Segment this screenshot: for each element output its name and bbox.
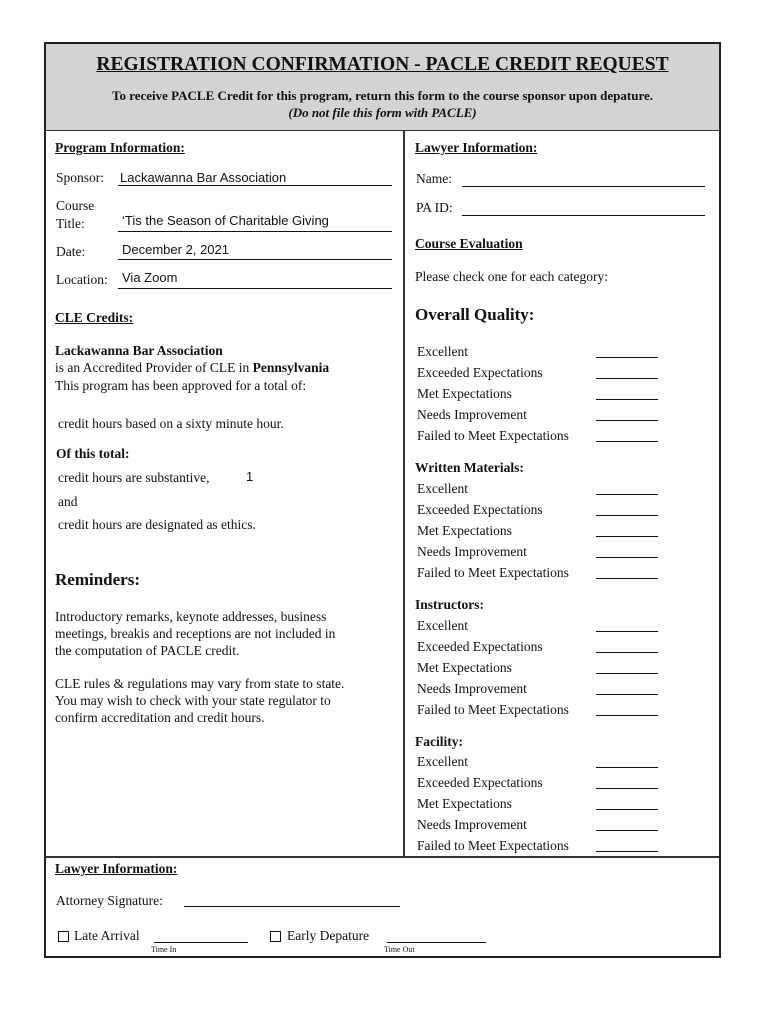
rating-blank[interactable] bbox=[596, 557, 658, 558]
date-line bbox=[118, 259, 392, 260]
overall-option: Needs Improvement bbox=[417, 407, 527, 422]
time-in-line[interactable] bbox=[154, 942, 248, 943]
accredited-prefix: is an Accredited Provider of CLE in bbox=[55, 360, 250, 375]
reminder-p2-line2: You may wish to check with your state regulator to bbox=[55, 693, 331, 708]
instructors-heading: Instructors: bbox=[415, 597, 484, 612]
course-evaluation-heading: Course Evaluation bbox=[415, 236, 523, 251]
cle-credits-heading: CLE Credits: bbox=[55, 310, 134, 325]
date-value[interactable]: December 2, 2021 bbox=[122, 242, 229, 257]
written-option: Met Expectations bbox=[417, 523, 512, 538]
instructors-option: Failed to Meet Expectations bbox=[417, 702, 569, 717]
written-option: Needs Improvement bbox=[417, 544, 527, 559]
reminders-heading: Reminders: bbox=[55, 570, 140, 589]
rating-blank[interactable] bbox=[596, 536, 658, 537]
rating-blank[interactable] bbox=[596, 830, 658, 831]
rating-blank[interactable] bbox=[596, 851, 658, 852]
substantive-hours-value[interactable]: 1 bbox=[246, 469, 254, 484]
of-this-total: Of this total: bbox=[56, 446, 130, 461]
late-arrival-label: Late Arrival bbox=[74, 928, 140, 943]
overall-option: Exceeded Expectations bbox=[417, 365, 543, 380]
form-header bbox=[46, 44, 719, 131]
evaluation-instruction: Please check one for each category: bbox=[415, 269, 609, 284]
instructors-option: Exceeded Expectations bbox=[417, 639, 543, 654]
early-departure-label: Early Depature bbox=[287, 928, 370, 943]
facility-option: Exceeded Expectations bbox=[417, 775, 543, 790]
instructors-option: Excellent bbox=[417, 618, 468, 633]
form-subtitle: To receive PACLE Credit for this program, return this form to the course sponsor upon depature. bbox=[111, 88, 654, 103]
attorney-signature-label: Attorney Signature: bbox=[56, 893, 163, 908]
reminder-p1-line3: the computation of PACLE credit. bbox=[55, 643, 240, 658]
overall-quality-heading: Overall Quality: bbox=[415, 305, 535, 324]
late-arrival-checkbox[interactable] bbox=[58, 931, 69, 942]
written-materials-heading: Written Materials: bbox=[415, 460, 524, 475]
date-label: Date: bbox=[56, 244, 86, 259]
lawyer-info-heading: Lawyer Information: bbox=[415, 140, 538, 155]
course-label-1: Course bbox=[56, 198, 95, 213]
rating-blank[interactable] bbox=[596, 494, 658, 495]
location-value[interactable]: Via Zoom bbox=[122, 270, 178, 285]
course-title-value[interactable]: ‘Tis the Season of Charitable Giving bbox=[122, 213, 329, 228]
overall-option: Excellent bbox=[417, 344, 468, 359]
written-option: Exceeded Expectations bbox=[417, 502, 543, 517]
form-note: (Do not file this form with PACLE) bbox=[288, 105, 477, 120]
footer-lawyer-heading: Lawyer Information: bbox=[55, 861, 178, 876]
program-info-heading: Program Information: bbox=[55, 140, 185, 155]
facility-option: Needs Improvement bbox=[417, 817, 527, 832]
rating-blank[interactable] bbox=[596, 378, 658, 379]
reminder-p2-line3: confirm accreditation and credit hours. bbox=[55, 710, 265, 725]
provider-name: Lackawanna Bar Association bbox=[55, 343, 223, 358]
reminder-p1-line2: meetings, breakis and receptions are not included in bbox=[55, 626, 336, 641]
signature-line[interactable] bbox=[184, 906, 400, 907]
footer-divider bbox=[46, 856, 719, 858]
rating-blank[interactable] bbox=[596, 441, 658, 442]
reminder-p2-line1: CLE rules & regulations may vary from state to state. bbox=[55, 676, 345, 691]
and-text: and bbox=[58, 494, 78, 509]
time-in-label: Time In bbox=[151, 945, 177, 954]
written-option: Excellent bbox=[417, 481, 468, 496]
pa-id-label: PA ID: bbox=[416, 200, 453, 215]
accredited-line bbox=[55, 360, 329, 376]
sponsor-line bbox=[118, 185, 392, 186]
total-hours-text: credit hours based on a sixty minute hour. bbox=[58, 416, 284, 431]
name-label: Name: bbox=[416, 171, 452, 186]
facility-option: Failed to Meet Expectations bbox=[417, 838, 569, 853]
facility-option: Excellent bbox=[417, 754, 468, 769]
rating-blank[interactable] bbox=[596, 809, 658, 810]
rating-blank[interactable] bbox=[596, 515, 658, 516]
rating-blank[interactable] bbox=[596, 578, 658, 579]
early-departure-checkbox[interactable] bbox=[270, 931, 281, 942]
rating-blank[interactable] bbox=[596, 715, 658, 716]
rating-blank[interactable] bbox=[596, 420, 658, 421]
sponsor-value[interactable]: Lackawanna Bar Association bbox=[120, 170, 287, 185]
pa-id-line[interactable] bbox=[462, 215, 705, 216]
sponsor-label: Sponsor: bbox=[56, 170, 105, 185]
state-name: Pennsylvania bbox=[252, 360, 330, 375]
overall-option: Failed to Meet Expectations bbox=[417, 428, 569, 443]
rating-blank[interactable] bbox=[596, 788, 658, 789]
rating-blank[interactable] bbox=[596, 652, 658, 653]
time-out-label: Time Out bbox=[384, 945, 415, 954]
substantive-text: credit hours are substantive, bbox=[58, 470, 210, 485]
rating-blank[interactable] bbox=[596, 673, 658, 674]
rating-blank[interactable] bbox=[596, 767, 658, 768]
rating-blank[interactable] bbox=[596, 694, 658, 695]
form-title: REGISTRATION CONFIRMATION - PACLE CREDIT REQUEST bbox=[96, 54, 669, 75]
reminder-p1-line1: Introductory remarks, keynote addresses, business bbox=[55, 609, 327, 624]
instructors-option: Met Expectations bbox=[417, 660, 512, 675]
rating-blank[interactable] bbox=[596, 631, 658, 632]
instructors-option: Needs Improvement bbox=[417, 681, 527, 696]
rating-blank[interactable] bbox=[596, 399, 658, 400]
approved-text: This program has been approved for a total of: bbox=[55, 378, 307, 393]
rating-blank[interactable] bbox=[596, 357, 658, 358]
location-line bbox=[118, 288, 392, 289]
facility-heading: Facility: bbox=[415, 734, 463, 749]
overall-option: Met Expectations bbox=[417, 386, 512, 401]
written-option: Failed to Meet Expectations bbox=[417, 565, 569, 580]
facility-option: Met Expectations bbox=[417, 796, 512, 811]
time-out-line[interactable] bbox=[387, 942, 486, 943]
course-title-line bbox=[118, 231, 392, 232]
name-line[interactable] bbox=[462, 186, 705, 187]
ethics-text: credit hours are designated as ethics. bbox=[58, 517, 256, 532]
location-label: Location: bbox=[56, 272, 108, 287]
column-divider bbox=[403, 130, 405, 857]
course-label-2: Title: bbox=[56, 216, 85, 231]
